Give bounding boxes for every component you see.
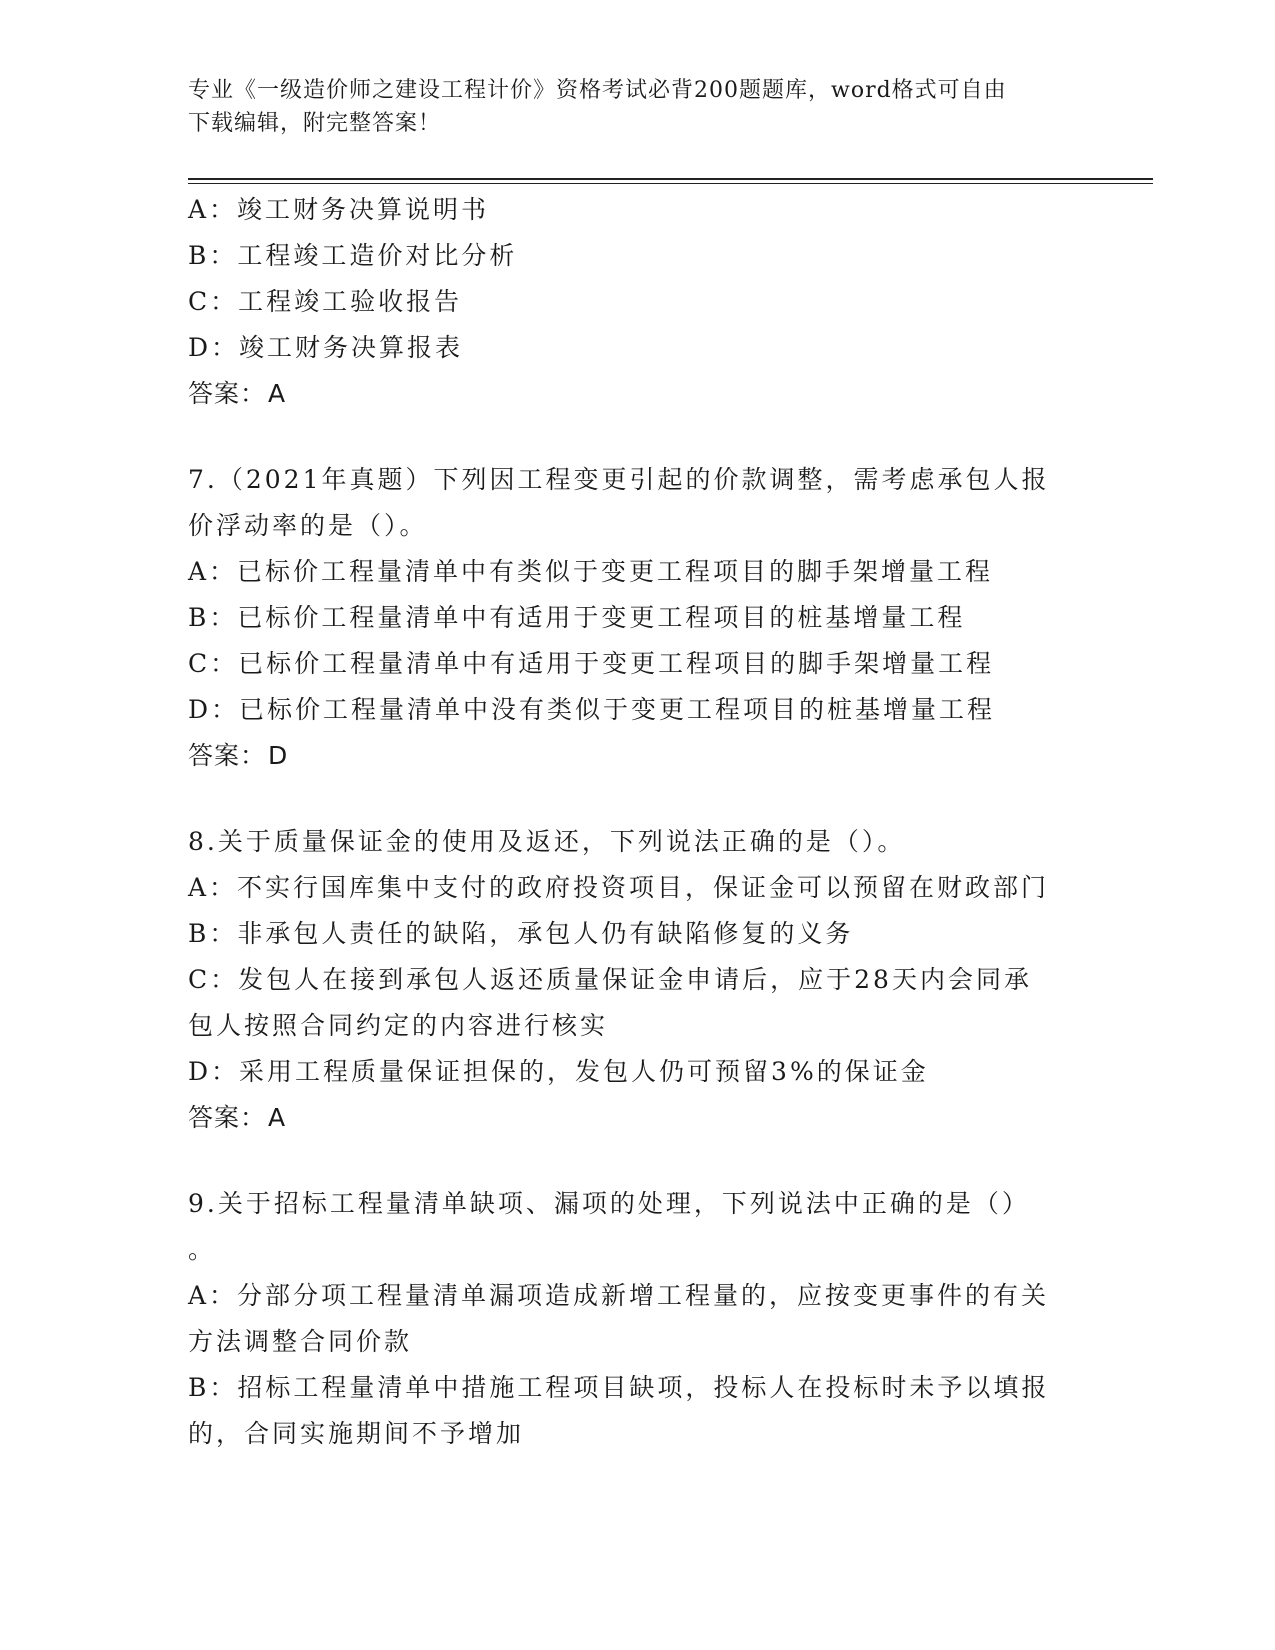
header-divider-thin: [188, 183, 1153, 184]
answer-label: 答案：: [188, 741, 267, 770]
answer-line: [188, 371, 1088, 417]
document-header: [188, 74, 1068, 140]
question-9-block: [188, 1181, 1088, 1457]
question-stem-line-1: 7.（2021年真题）下列因工程变更引起的价款调整，需考虑承包人报: [188, 465, 1050, 494]
question-stem-line-1: 9.关于招标工程量清单缺项、漏项的处理，下列说法中正确的是（）: [188, 1189, 1030, 1218]
question-stem-line-2: 价浮动率的是（）。: [188, 511, 428, 540]
option-c: C：已标价工程量清单中有适用于变更工程项目的脚手架增量工程: [188, 649, 995, 678]
answer-value: D: [268, 741, 289, 770]
option-b: B：已标价工程量清单中有适用于变更工程项目的桩基增量工程: [188, 603, 966, 632]
option-c-continued: 包人按照合同约定的内容进行核实: [188, 1011, 609, 1040]
option-d: D：已标价工程量清单中没有类似于变更工程项目的桩基增量工程: [188, 695, 996, 724]
spacer: [188, 779, 1088, 819]
header-line-1: 专业《一级造价师之建设工程计价》资格考试必背200题题库，word格式可自由: [188, 78, 1007, 103]
option-d: D：竣工财务决算报表: [188, 333, 464, 362]
question-content: [188, 187, 1088, 1457]
option-a: A：不实行国库集中支付的政府投资项目，保证金可以预留在财政部门: [188, 873, 1050, 902]
option-a-continued: 方法调整合同价款: [188, 1327, 413, 1356]
question-6-block: [188, 187, 1088, 417]
answer-label: 答案：: [188, 379, 267, 408]
option-b: B：招标工程量清单中措施工程项目缺项，投标人在投标时未予以填报: [188, 1373, 1050, 1402]
answer-value: A: [268, 379, 287, 408]
question-stem-line-1: 8.关于质量保证金的使用及返还，下列说法正确的是（）。: [188, 827, 906, 856]
answer-line: [188, 733, 1088, 779]
option-c: C：发包人在接到承包人返还质量保证金申请后，应于28天内会同承: [188, 965, 1032, 994]
option-a: A：竣工财务决算说明书: [188, 195, 490, 224]
option-a: A：分部分项工程量清单漏项造成新增工程量的，应按变更事件的有关: [188, 1281, 1050, 1310]
option-a: A：已标价工程量清单中有类似于变更工程项目的脚手架增量工程: [188, 557, 994, 586]
spacer: [188, 1141, 1088, 1181]
header-line-2: 下载编辑，附完整答案！: [188, 111, 442, 136]
answer-label: 答案：: [188, 1103, 267, 1132]
spacer: [188, 417, 1088, 457]
option-b-continued: 的，合同实施期间不予增加: [188, 1419, 525, 1448]
header-divider-thick: [188, 178, 1153, 180]
question-7-block: [188, 457, 1088, 779]
answer-line: [188, 1095, 1088, 1141]
answer-value: A: [268, 1103, 287, 1132]
question-8-block: [188, 819, 1088, 1141]
option-d: D：采用工程质量保证担保的，发包人仍可预留3%的保证金: [188, 1057, 929, 1086]
option-c: C：工程竣工验收报告: [188, 287, 463, 316]
option-b: B：工程竣工造价对比分析: [188, 241, 518, 270]
question-stem-line-2: 。: [188, 1235, 217, 1264]
option-b: B：非承包人责任的缺陷，承包人仍有缺陷修复的义务: [188, 919, 854, 948]
